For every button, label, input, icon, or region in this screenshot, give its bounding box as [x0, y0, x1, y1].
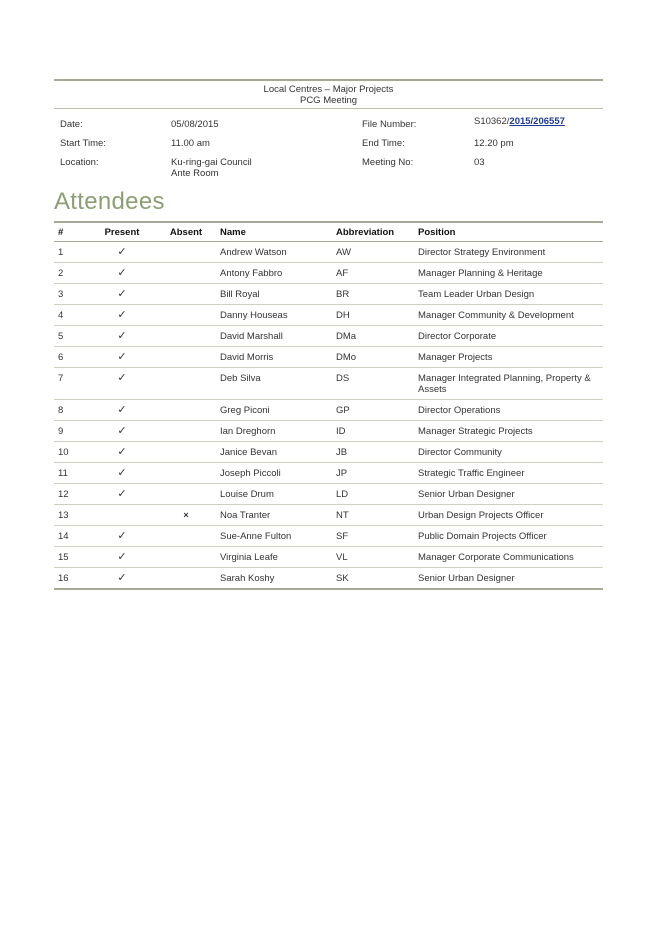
attendee-position: Manager Corporate Communications — [418, 552, 574, 563]
table-row — [54, 442, 603, 463]
attendee-name: Deb Silva — [220, 373, 261, 384]
col-header-name: Name — [220, 226, 246, 238]
attendee-position: Manager Strategic Projects — [418, 426, 533, 437]
attendee-name: Joseph Piccoli — [220, 468, 281, 479]
attendee-name: Danny Houseas — [220, 310, 288, 321]
absent-cell — [156, 326, 216, 347]
attendee-name: Virginia Leafe — [220, 552, 278, 563]
checkmark-icon: ✓ — [117, 530, 127, 542]
present-cell — [88, 568, 156, 590]
row-number: 11 — [58, 468, 68, 479]
checkmark-icon: ✓ — [117, 351, 127, 363]
absent-cell — [156, 568, 216, 590]
attendee-position: Manager Projects — [418, 352, 493, 363]
attendee-abbreviation: SF — [336, 531, 349, 542]
attendee-abbreviation: LD — [336, 489, 349, 500]
absent-cell — [156, 463, 216, 484]
present-cell — [88, 368, 156, 400]
file-number-label: File Number: — [362, 119, 417, 130]
table-row — [54, 326, 603, 347]
attendee-abbreviation: SK — [336, 573, 349, 584]
absent-cell — [156, 242, 216, 263]
row-number: 10 — [58, 447, 69, 458]
attendee-position: Senior Urban Designer — [418, 573, 515, 584]
attendee-name: Antony Fabbro — [220, 268, 283, 279]
meeting-number-value: 03 — [474, 157, 485, 168]
checkmark-icon: ✓ — [117, 572, 127, 584]
present-cell — [88, 442, 156, 463]
row-number: 1 — [58, 247, 64, 258]
checkmark-icon: ✓ — [117, 330, 127, 342]
attendee-name: Louise Drum — [220, 489, 274, 500]
attendee-position: Team Leader Urban Design — [418, 289, 535, 300]
row-number: 6 — [58, 352, 64, 363]
checkmark-icon: ✓ — [117, 246, 127, 258]
checkmark-icon: ✓ — [117, 551, 127, 563]
document-subtitle: PCG Meeting — [299, 95, 358, 106]
attendee-abbreviation: ID — [336, 426, 346, 437]
absent-cell — [156, 442, 216, 463]
attendees-heading: Attendees — [54, 188, 165, 215]
checkmark-icon: ✓ — [117, 488, 127, 500]
attendee-abbreviation: DMa — [336, 331, 357, 342]
present-cell — [88, 484, 156, 505]
location-label: Location: — [60, 157, 99, 168]
file-number-link[interactable]: 2015/206557 — [509, 116, 565, 127]
attendee-position: Public Domain Projects Officer — [418, 531, 547, 542]
absent-cell — [156, 400, 216, 421]
checkmark-icon: ✓ — [117, 425, 127, 437]
attendee-abbreviation: DH — [336, 310, 350, 321]
row-number: 3 — [58, 289, 64, 300]
attendee-rows — [54, 242, 603, 590]
date-value: 05/08/2015 — [171, 119, 219, 130]
table-row — [54, 547, 603, 568]
document-page — [54, 79, 603, 590]
start-time-value: 11.00 am — [171, 138, 210, 149]
attendee-name: Sue-Anne Fulton — [220, 531, 292, 542]
present-cell — [88, 326, 156, 347]
attendee-position: Director Strategy Environment — [418, 247, 546, 258]
attendee-position: Director Corporate — [418, 331, 497, 342]
present-cell — [88, 242, 156, 263]
attendee-name: Andrew Watson — [220, 247, 287, 258]
col-header-present: Present — [104, 226, 140, 238]
table-row — [54, 463, 603, 484]
date-label: Date: — [60, 119, 83, 130]
row-number: 5 — [58, 331, 64, 342]
attendee-name: David Morris — [220, 352, 274, 363]
present-cell — [88, 305, 156, 326]
present-cell — [88, 505, 156, 526]
table-row — [54, 505, 603, 526]
absent-cell — [156, 263, 216, 284]
attendee-abbreviation: DS — [336, 373, 350, 384]
table-row — [54, 242, 603, 263]
present-cell — [88, 284, 156, 305]
attendee-abbreviation: VL — [336, 552, 348, 563]
attendee-position: Director Community — [418, 447, 502, 458]
checkmark-icon: ✓ — [117, 309, 127, 321]
table-row — [54, 347, 603, 368]
meeting-details — [54, 109, 603, 179]
file-number-value — [474, 116, 565, 127]
present-cell — [88, 526, 156, 547]
file-number-prefix: S10362/ — [474, 116, 510, 127]
table-header-row — [54, 222, 603, 242]
table-row — [54, 526, 603, 547]
checkmark-icon: ✓ — [117, 446, 127, 458]
attendee-abbreviation: JP — [336, 468, 348, 479]
present-cell — [88, 347, 156, 368]
checkmark-icon: ✓ — [117, 267, 127, 279]
col-header-number: # — [58, 226, 64, 238]
attendee-abbreviation: NT — [336, 510, 349, 521]
row-number: 15 — [58, 552, 69, 563]
cross-icon: × — [183, 510, 189, 520]
attendee-abbreviation: DMo — [336, 352, 357, 363]
present-cell — [88, 263, 156, 284]
attendee-abbreviation: AW — [336, 247, 351, 258]
col-header-abbreviation: Abbreviation — [336, 226, 395, 238]
checkmark-icon: ✓ — [117, 288, 127, 300]
row-number: 8 — [58, 405, 64, 416]
absent-cell — [156, 284, 216, 305]
end-time-value: 12.20 pm — [474, 138, 514, 149]
table-row — [54, 284, 603, 305]
row-number: 16 — [58, 573, 69, 584]
attendee-abbreviation: BR — [336, 289, 350, 300]
location-value-line2: Ante Room — [171, 168, 219, 179]
attendees-table — [54, 221, 603, 590]
table-row — [54, 368, 603, 400]
table-row — [54, 263, 603, 284]
absent-cell — [156, 347, 216, 368]
checkmark-icon: ✓ — [117, 404, 127, 416]
present-cell — [88, 463, 156, 484]
present-cell — [88, 400, 156, 421]
table-row — [54, 484, 603, 505]
attendee-position: Manager Integrated Planning, Property & Assets — [418, 373, 591, 395]
attendee-abbreviation: JB — [336, 447, 348, 458]
attendee-position: Manager Community & Development — [418, 310, 574, 321]
row-number: 12 — [58, 489, 69, 500]
attendee-name: David Marshall — [220, 331, 283, 342]
attendee-name: Noa Tranter — [220, 510, 271, 521]
attendee-name: Greg Piconi — [220, 405, 270, 416]
document-title: Local Centres – Major Projects — [263, 84, 394, 95]
attendee-position: Senior Urban Designer — [418, 489, 515, 500]
row-number: 13 — [58, 510, 69, 521]
absent-cell — [156, 526, 216, 547]
table-row — [54, 568, 603, 590]
location-value-line1: Ku-ring-gai Council — [171, 157, 252, 168]
absent-cell — [156, 484, 216, 505]
start-time-label: Start Time: — [60, 138, 106, 149]
attendee-name: Bill Royal — [220, 289, 260, 300]
absent-cell — [156, 305, 216, 326]
attendee-abbreviation: AF — [336, 268, 349, 279]
attendee-position: Urban Design Projects Officer — [418, 510, 544, 521]
attendee-position: Manager Planning & Heritage — [418, 268, 543, 279]
table-row — [54, 421, 603, 442]
absent-cell — [156, 547, 216, 568]
row-number: 2 — [58, 268, 64, 279]
row-number: 7 — [58, 373, 64, 384]
attendee-name: Ian Dreghorn — [220, 426, 276, 437]
end-time-label: End Time: — [362, 138, 405, 149]
attendee-name: Janice Bevan — [220, 447, 278, 458]
meeting-number-label: Meeting No: — [362, 157, 414, 168]
checkmark-icon: ✓ — [117, 467, 127, 479]
attendee-position: Director Operations — [418, 405, 501, 416]
col-header-position: Position — [418, 226, 456, 238]
checkmark-icon: ✓ — [117, 372, 127, 384]
absent-cell — [156, 505, 216, 526]
table-row — [54, 305, 603, 326]
attendee-abbreviation: GP — [336, 405, 350, 416]
col-header-absent: Absent — [169, 226, 203, 238]
attendee-name: Sarah Koshy — [220, 573, 275, 584]
absent-cell — [156, 421, 216, 442]
row-number: 9 — [58, 426, 64, 437]
attendee-position: Strategic Traffic Engineer — [418, 468, 525, 479]
row-number: 14 — [58, 531, 69, 542]
present-cell — [88, 547, 156, 568]
present-cell — [88, 421, 156, 442]
table-row — [54, 400, 603, 421]
absent-cell — [156, 368, 216, 400]
row-number: 4 — [58, 310, 64, 321]
